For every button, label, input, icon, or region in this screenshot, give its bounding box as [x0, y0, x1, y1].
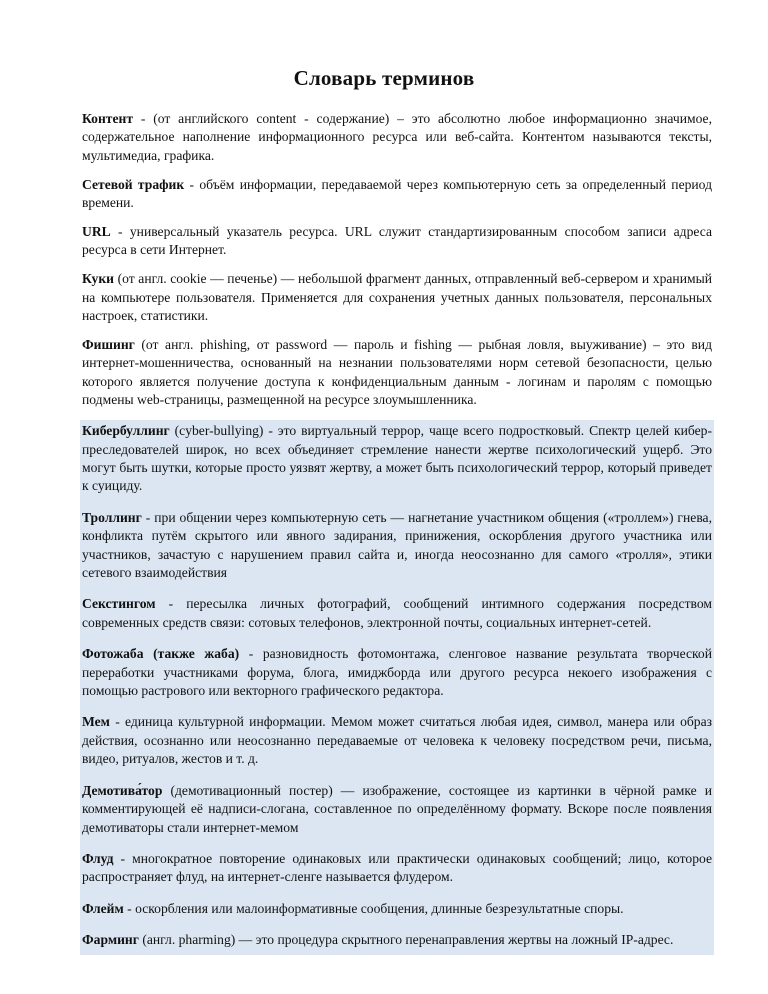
glossary-entry-trolling	[80, 507, 714, 588]
entry-term: Мем	[82, 714, 110, 730]
entry-term: Флейм	[82, 900, 124, 916]
entry-definition: - универсальный указатель ресурса. URL служит стандартизированным способом записи адреса ресурса в сети Интернет.	[82, 224, 712, 258]
entry-term: Флуд	[82, 850, 114, 866]
glossary-entry-pharming	[80, 929, 714, 954]
entry-term: Кибербуллинг	[82, 423, 170, 439]
entry-term: Троллинг	[82, 509, 142, 525]
entry-definition: - при общении через компьютерную сеть — нагнетание участником общения («троллем») гнева, конфликта путём скрытого или явного задирания, принижения, оскорбления другого участника или участников, зачастую с нарушением правил сайта и, иногда неосознанно для самого «тролля», этики сетевого взаимодействия	[82, 509, 712, 581]
glossary-entry-cyberbullying	[80, 420, 714, 501]
entry-definition: - (от английского content - содержание) – это абсолютно любое информационно значимое, содержательное наполнение информационного ресурса или веб-сайта. Контентом называются тексты, мультимедиа, графика.	[82, 111, 712, 163]
entry-term: Фарминг	[82, 932, 139, 948]
entry-term: Сетевой трафик	[82, 176, 185, 192]
glossary-entry-demotivator	[80, 780, 714, 842]
entry-definition: - пересылка личных фотографий, сообщений интимного содержания посредством современных средств связи: сотовых телефонов, электронной почты, социальных интернет-сетей.	[82, 596, 712, 630]
entry-term: Фотожаба (также жаба)	[82, 646, 240, 662]
glossary-entry-photozhaba	[80, 643, 714, 705]
page-title: Словарь терминов	[293, 66, 475, 90]
entry-definition: - единица культурной информации. Мемом может считаться любая идея, символ, манера или образ действия, осознанно или неосознанно передаваемые от человека к человеку посредством речи, письма, видео, ритуалов, жестов и т. д.	[82, 714, 712, 767]
glossary-entry-flame	[80, 898, 714, 923]
entry-definition: (демотивационный постер) — изображение, состоящее из картинки в чёрной рамке и комментирующей её надписи-слогана, составленное по определённому формату. Вскоре после появления демотиваторы стали интернет-мемом	[82, 782, 712, 835]
glossary-entry-sexting	[80, 593, 714, 637]
entry-definition: (от англ. cookie — печенье) — небольшой фрагмент данных, отправленный веб-сервером и хранимый на компьютере пользователя. Применяется для сохранения учетных данных пользователя, персональных настроек, статистики.	[82, 271, 712, 324]
glossary-entry-meme	[80, 711, 714, 773]
entry-term: Демотива́тор	[82, 782, 163, 798]
entry-definition: (англ. pharming) — это процедура скрытного перенаправления жертвы на ложный IP-адрес.	[138, 932, 674, 948]
entry-term: Фишинг	[82, 337, 135, 353]
entry-definition: - объём информации, передаваемой через компьютерную сеть за определенный период времени.	[82, 176, 712, 211]
entry-term: URL	[82, 224, 111, 240]
entry-definition: - оскорбления или малоинформативные сообщения, длинные безрезультатные споры.	[123, 900, 624, 916]
entry-definition: - разновидность фотомонтажа, сленговое название результата творческой переработки участниками форума, блога, имиджборда или другого ресурса некоего изображения с помощью растрового или векторного графического редактора.	[82, 646, 712, 699]
glossary-entry-phishing	[80, 336, 714, 410]
glossary-entry-flood	[80, 848, 714, 892]
glossary-entry-traffic	[80, 176, 714, 213]
entry-term: Контент	[82, 111, 134, 126]
glossary-list	[80, 110, 714, 955]
entry-definition: (cyber-bullying) - это виртуальный террор, чаще всего подростковый. Спектр целей кибер-преследователей широк, но всех объединяет стремление нанести жертве психологический ущерб. Это могут быть шутки, которые просто уязвят жертву, а может быть психологический террор, который приведет к суициду.	[82, 423, 712, 494]
glossary-entry-content	[80, 110, 714, 165]
glossary-entry-cookies	[80, 270, 714, 325]
entry-term: Куки	[82, 271, 114, 287]
entry-definition: (от англ. phishing, от password — пароль и fishing — рыбная ловля, выуживание) – это вид интернет-мошенничества, основанный на незнании пользователями норм сетевой безопасности, целью которого является получение доступа к конфиденциальным данным - логинам и паролям с помощью подмены web-страницы, размещенной на ресурсе злоумышленника.	[82, 337, 712, 408]
entry-definition: - многократное повторение одинаковых или практически одинаковых сообщений; лицо, которое распространяет флуд, на интернет-сленге называется флудером.	[82, 850, 712, 885]
glossary-entry-url	[80, 223, 714, 260]
entry-term: Секстингом	[82, 596, 156, 612]
